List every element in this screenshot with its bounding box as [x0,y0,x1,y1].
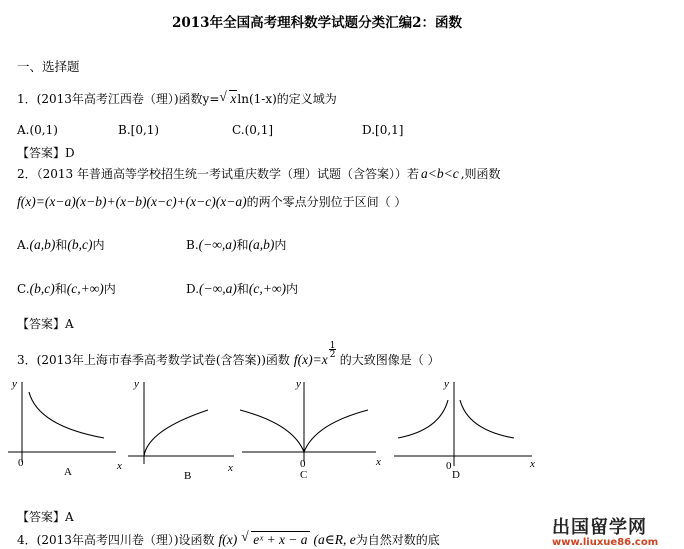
option-interval: (−∞,a) [199,281,237,296]
curve [29,392,104,438]
watermark [548,513,662,548]
option-text: 内 [92,238,105,252]
question-3-tail: 的大致图像是（ ） [339,353,440,367]
option-interval: (c,+∞) [248,281,286,296]
origin-label: 0 [446,460,452,472]
sqrt-sign-icon: √ [219,89,227,104]
option-label: A. [17,238,30,252]
q1-option-d: D.[0,1] [362,123,404,137]
option-text: 和 [236,238,249,252]
question-3-lead: 3．(2013年上海市春季高考数学试卷(含答案))函数 [17,353,290,367]
option-interval: (b,c) [29,281,55,296]
question-4-tail: 为自然对数的底 [355,533,440,547]
y-axis-label: y [134,378,139,390]
option-text: 内 [103,282,116,296]
q2-option-d [186,280,298,297]
graph-label: D [452,469,460,481]
q3-function: f(x)=x [293,352,328,367]
q4-function: f(x) [218,532,238,547]
q2-function-line [17,193,406,210]
option-label: D. [186,282,200,296]
graph-b [124,380,239,483]
graph-label: C [300,469,308,481]
curve [144,410,208,456]
question-2-tail: ,则函数 [460,167,501,181]
q1-answer: 【答案】D [17,146,75,160]
option-text: 内 [274,238,287,252]
question-4-lead: 4．(2013年高考四川卷（理）)设函数 [17,533,215,547]
option-interval: (b,c) [67,237,93,252]
graph-a [8,380,123,483]
page-title: 2013年全国高考理科数学试题分类汇编2：函数 [172,15,462,31]
y-axis-label: y [296,378,301,390]
question-2 [17,165,501,182]
option-interval: (c,+∞) [66,281,104,296]
option-interval: (a,b) [29,237,56,252]
curve-left [398,400,448,438]
x-axis-label: x [530,458,535,470]
graph-c [238,380,383,483]
option-text: 和 [236,282,249,296]
x-axis-label: x [117,460,122,472]
q3-exponent [328,341,338,361]
y-axis-label: y [12,378,17,390]
q1-option-b: B.[0,1) [118,123,160,137]
q4-condition: (a∈R, e [313,532,356,547]
origin-label: 0 [18,457,24,469]
x-axis-label: x [228,462,233,474]
q2-option-c [17,280,116,297]
y-axis-label: y [444,378,449,390]
q2-condition: a<b<c [421,166,459,181]
q2-function: f(x)=(x−a)(x−b)+(x−b)(x−c)+(x−c)(x−a) [17,194,247,209]
exponent-numerator: 1 [329,341,336,351]
q2-option-b [186,236,286,253]
q2-function-tail: 的两个零点分别位于区间（ ） [246,195,407,209]
q3-answer: 【答案】A [17,510,74,524]
question-1 [17,90,337,107]
option-interval: (a,b) [248,237,275,252]
x-axis-label: x [376,456,381,468]
graph-label: B [184,470,192,482]
q2-option-a [17,236,105,253]
option-label: C. [17,282,30,296]
watermark-url: www.liuxue86.com [552,537,659,548]
sqrt-argument: eˣ + x − a [253,532,308,547]
q2-answer: 【答案】A [17,317,74,331]
sqrt-argument: x [230,91,237,106]
section-heading: 一、选择题 [17,59,80,74]
q1-option-c: C.(0,1] [232,123,274,137]
question-2-lead: 2．（2013 年普通高等学校招生统一考试重庆数学（理）试题（含答案））若 [17,167,419,181]
sqrt-sign-icon: √ [241,529,249,544]
graph-d [392,380,537,483]
watermark-text: 出国留学网 [552,517,647,538]
option-interval: (−∞,a) [198,237,237,252]
option-text: 内 [285,282,298,296]
question-4 [17,531,440,548]
option-text: 和 [55,238,68,252]
origin-label: 0 [300,458,306,470]
graph-label: A [64,466,72,478]
question-3 [17,341,440,368]
q1-option-a: A.(0,1) [17,123,58,137]
question-1-tail: ln(1-x)的定义域为 [237,92,337,106]
curve-right [304,410,368,452]
sqrt-expression [219,91,237,107]
option-text: 和 [54,282,67,296]
exponent-denominator: 2 [329,350,336,360]
question-1-lead: 1．(2013年高考江西卷（理）)函数y= [17,92,220,106]
curve-left [240,410,304,452]
option-label: B. [186,238,199,252]
sqrt-expression [241,529,309,548]
curve-right [460,400,514,438]
